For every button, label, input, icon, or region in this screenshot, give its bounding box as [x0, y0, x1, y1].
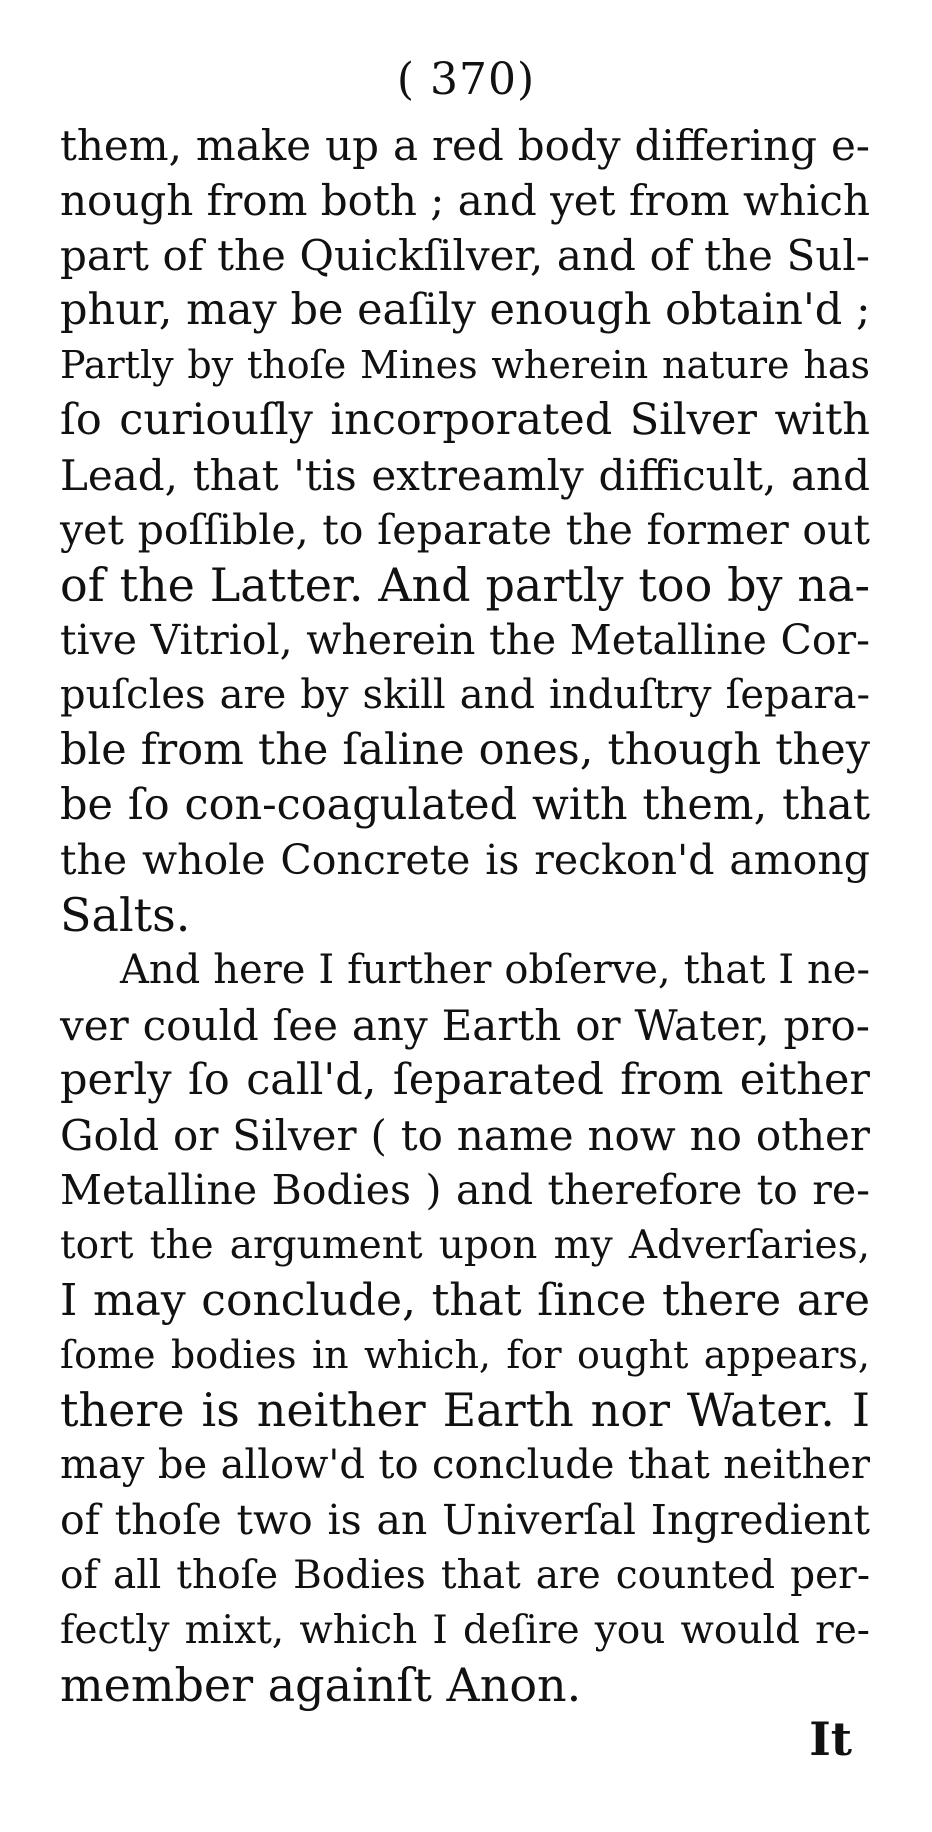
catchword: It: [809, 1712, 852, 1766]
text-line: yet poſſible, to ſeparate the former out: [60, 506, 870, 554]
text-line: phur, may be eaſily enough obtain'd ;: [60, 285, 871, 335]
text-line: of all thoſe Bodies that are counted per-: [60, 1553, 870, 1598]
text-line: Salts.: [60, 888, 191, 942]
text-line: puſcles are by skill and induſtry ſepara-: [60, 672, 870, 718]
text-line: of the Latter. And partly too by na-: [60, 558, 870, 612]
text-line: nough from both ; and yet from which: [60, 176, 870, 225]
text-line: Lead, that 'tis extreamly difficult, and: [60, 451, 870, 500]
text-line: I may conclude, that ſince there are: [60, 1275, 870, 1326]
text-line: part of the Quickſilver, and of the Sul-: [60, 231, 870, 280]
page-number: ( 370): [396, 54, 536, 105]
text-line: ver could ſee any Earth or Water, pro-: [60, 1001, 870, 1050]
text-line: may be allow'd to conclude that neither: [60, 1442, 870, 1488]
text-line: them, make up a red body differing e-: [60, 121, 870, 170]
text-line: ble from the ſaline ones, though they: [60, 725, 870, 775]
paragraph-2: [60, 943, 870, 1713]
text-line: there is neither Earth nor Water. I: [60, 1383, 870, 1437]
text-line: fectly mixt, which I deſire you would re-: [60, 1608, 870, 1653]
paragraph-1: [60, 118, 870, 943]
text-line: perly ſo call'd, ſeparated from either: [60, 1055, 870, 1105]
text-line: the whole Concrete is reckon'd among: [60, 836, 870, 884]
text-line: member againſt Anon.: [60, 1658, 582, 1712]
text-line: tive Vitriol, wherein the Metalline Cor-: [60, 616, 870, 664]
text-line: tort the argument upon my Adverſaries,: [60, 1223, 870, 1268]
text-line: of thoſe two is an Univerſal Ingredient: [60, 1496, 870, 1544]
text-line: And here I further obſerve, that I ne-: [120, 947, 870, 993]
text-line: ſome bodies in which, for ought appears,: [60, 1333, 870, 1377]
body-text: [60, 118, 870, 1713]
text-line: Metalline Bodies ) and therefore to re-: [60, 1166, 870, 1214]
text-line: ſo curiouſly incorporated Silver with: [60, 395, 870, 445]
text-line: Gold or Silver ( to name now no other: [60, 1111, 870, 1160]
text-line: be ſo con-coagulated with them, that: [60, 780, 870, 830]
text-line: Partly by thoſe Mines wherein nature has: [60, 343, 870, 387]
